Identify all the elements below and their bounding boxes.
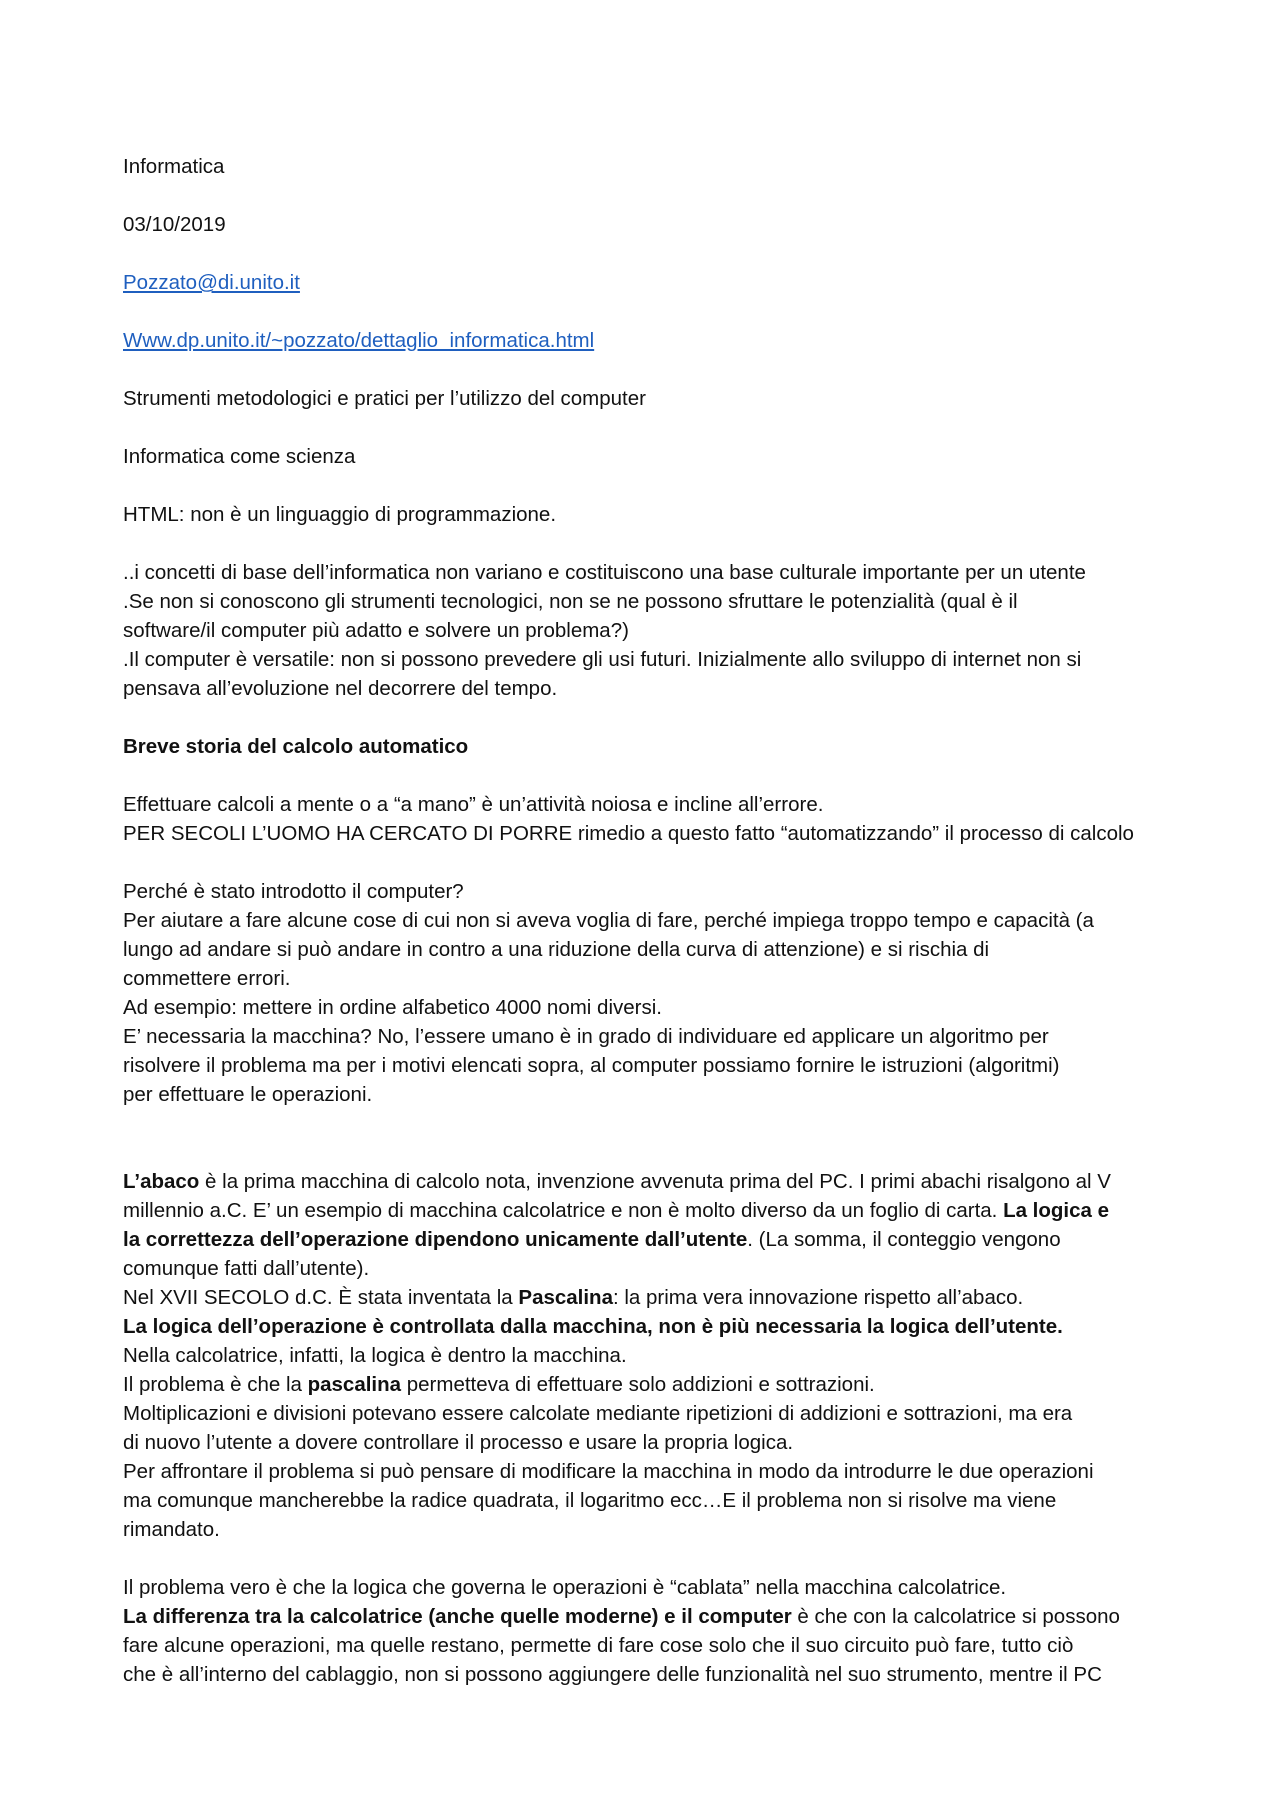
intro-line: pensava all’evoluzione nel decorrere del tempo. (123, 677, 558, 700)
computer-paragraph (123, 877, 1183, 1109)
spacer (123, 703, 1183, 732)
spacer (123, 761, 1183, 790)
abaco-text: permetteva di effettuare solo addizioni e sottrazioni. (401, 1373, 875, 1396)
abaco-line (123, 1283, 1183, 1312)
spacer (123, 848, 1183, 877)
computer-line: Perché è stato introdotto il computer? (123, 880, 464, 903)
final-emphasis: La differenza tra la calcolatrice (anche quelle moderne) e il computer (123, 1605, 792, 1628)
abaco-text: Il problema è che la (123, 1373, 308, 1396)
abaco-paragraph (123, 1167, 1183, 1544)
abaco-line: comunque fatti dall’utente). (123, 1257, 370, 1280)
abaco-line: Nella calcolatrice, infatti, la logica è dentro la macchina. (123, 1344, 627, 1367)
intro-line: .Il computer è versatile: non si possono prevedere gli usi futuri. Inizialmente allo sviluppo di internet non si (123, 648, 1082, 671)
abaco-emphasis: La logica e (1003, 1199, 1110, 1222)
intro-paragraph (123, 558, 1183, 703)
computer-line: risolvere il problema ma per i motivi elencati sopra, al computer possiamo fornire le istruzioni (algoritmi) (123, 1054, 1060, 1077)
intro-line: .Se non si conoscono gli strumenti tecnologici, non se ne possono sfruttare le potenzialità (qual è il (123, 590, 1018, 613)
final-text: è che con la calcolatrice si possono (791, 1605, 1120, 1628)
abaco-line: di nuovo l’utente a dovere controllare il processo e usare la propria logica. (123, 1431, 794, 1454)
email-link[interactable]: Pozzato@di.unito.it (123, 271, 300, 294)
pascalina-term: Pascalina (518, 1286, 613, 1309)
abaco-text: : la prima vera innovazione rispetto all’abaco. (612, 1286, 1024, 1309)
final-line: che è all’interno del cablaggio, non si possono aggiungere delle funzionalità nel suo strumento, mentre il PC (123, 1663, 1102, 1686)
abaco-line (123, 1167, 1183, 1196)
abaco-line (123, 1196, 1183, 1225)
abaco-emphasis: La logica dell’operazione è controllata dalla macchina, non è più necessaria la logica dell’utente. (123, 1315, 1063, 1338)
abaco-emphasis: la correttezza dell’operazione dipendono unicamente dall’utente (123, 1228, 748, 1251)
section-heading (123, 732, 1183, 761)
spacer (123, 471, 1183, 500)
computer-line: lungo ad andare si può andare in contro a una riduzione della curva di attenzione) e si rischia di (123, 938, 990, 961)
abaco-text: Nel XVII SECOLO d.C. È stata inventata la (123, 1286, 519, 1309)
computer-line: per effettuare le operazioni. (123, 1083, 373, 1106)
computer-line: commettere errori. (123, 967, 291, 990)
calc-paragraph (123, 790, 1183, 848)
final-paragraph (123, 1573, 1183, 1689)
abaco-line (123, 1225, 1183, 1254)
computer-line: Ad esempio: mettere in ordine alfabetico 4000 nomi diversi. (123, 996, 662, 1019)
abaco-line: rimandato. (123, 1518, 220, 1541)
website-link[interactable]: Www.dp.unito.it/~pozzato/dettaglio_informatica.html (123, 329, 595, 352)
final-line: Il problema vero è che la logica che governa le operazioni è “cablata” nella macchina calcolatrice. (123, 1576, 1007, 1599)
spacer (123, 355, 1183, 384)
computer-line: Per aiutare a fare alcune cose di cui non si aveva voglia di fare, perché impiega troppo tempo e capacità (a (123, 909, 1094, 932)
pascalina-term: pascalina (307, 1373, 402, 1396)
calc-line: PER SECOLI L’UOMO HA CERCATO DI PORRE rimedio a questo fatto “automatizzando” il processo di calcolo (123, 822, 1134, 845)
spacer (123, 1109, 1183, 1138)
document-title: Informatica (123, 155, 225, 178)
website-line (123, 326, 1183, 355)
intro-line: software/il computer più adatto e solvere un problema?) (123, 619, 629, 642)
abaco-text: è la prima macchina di calcolo nota, invenzione avvenuta prima del PC. I primi abachi risalgono al V (199, 1170, 1111, 1193)
abaco-line (123, 1370, 1183, 1399)
document-page (123, 152, 1183, 1689)
abaco-term: L’abaco (123, 1170, 200, 1193)
spacer (123, 529, 1183, 558)
final-line (123, 1602, 1183, 1631)
abaco-line: Per affrontare il problema si può pensare di modificare la macchina in modo da introdurre le due operazioni (123, 1460, 1094, 1483)
spacer (123, 1544, 1183, 1573)
spacer (123, 297, 1183, 326)
abaco-text: . (La somma, il conteggio vengono (747, 1228, 1061, 1251)
abaco-line: Moltiplicazioni e divisioni potevano essere calcolate mediante ripetizioni di addizioni e sottrazioni, ma era (123, 1402, 1073, 1425)
abaco-line (123, 1312, 1183, 1341)
calc-line: Effettuare calcoli a mente o a “a mano” è un’attività noiosa e incline all’errore. (123, 793, 824, 816)
document-date: 03/10/2019 (123, 213, 226, 236)
intro-line: ..i concetti di base dell’informatica non variano e costituiscono una base culturale importante per un utente (123, 561, 1086, 584)
spacer (123, 239, 1183, 268)
spacer (123, 181, 1183, 210)
email-line (123, 268, 1183, 297)
spacer (123, 1138, 1183, 1167)
topic-line: Informatica come scienza (123, 445, 356, 468)
document-subtitle: Strumenti metodologici e pratici per l’utilizzo del computer (123, 387, 646, 410)
abaco-text: millennio a.C. E’ un esempio di macchina calcolatrice e non è molto diverso da un foglio di carta. (123, 1199, 1004, 1222)
abaco-line: ma comunque mancherebbe la radice quadrata, il logaritmo ecc…E il problema non si risolve ma viene (123, 1489, 1057, 1512)
section-heading-text: Breve storia del calcolo automatico (123, 735, 469, 758)
final-line: fare alcune operazioni, ma quelle restano, permette di fare cose solo che il suo circuito può fare, tutto ciò (123, 1634, 1074, 1657)
html-note: HTML: non è un linguaggio di programmazione. (123, 503, 557, 526)
spacer (123, 413, 1183, 442)
computer-line: E’ necessaria la macchina? No, l’essere umano è in grado di individuare ed applicare un algoritmo per (123, 1025, 1049, 1048)
